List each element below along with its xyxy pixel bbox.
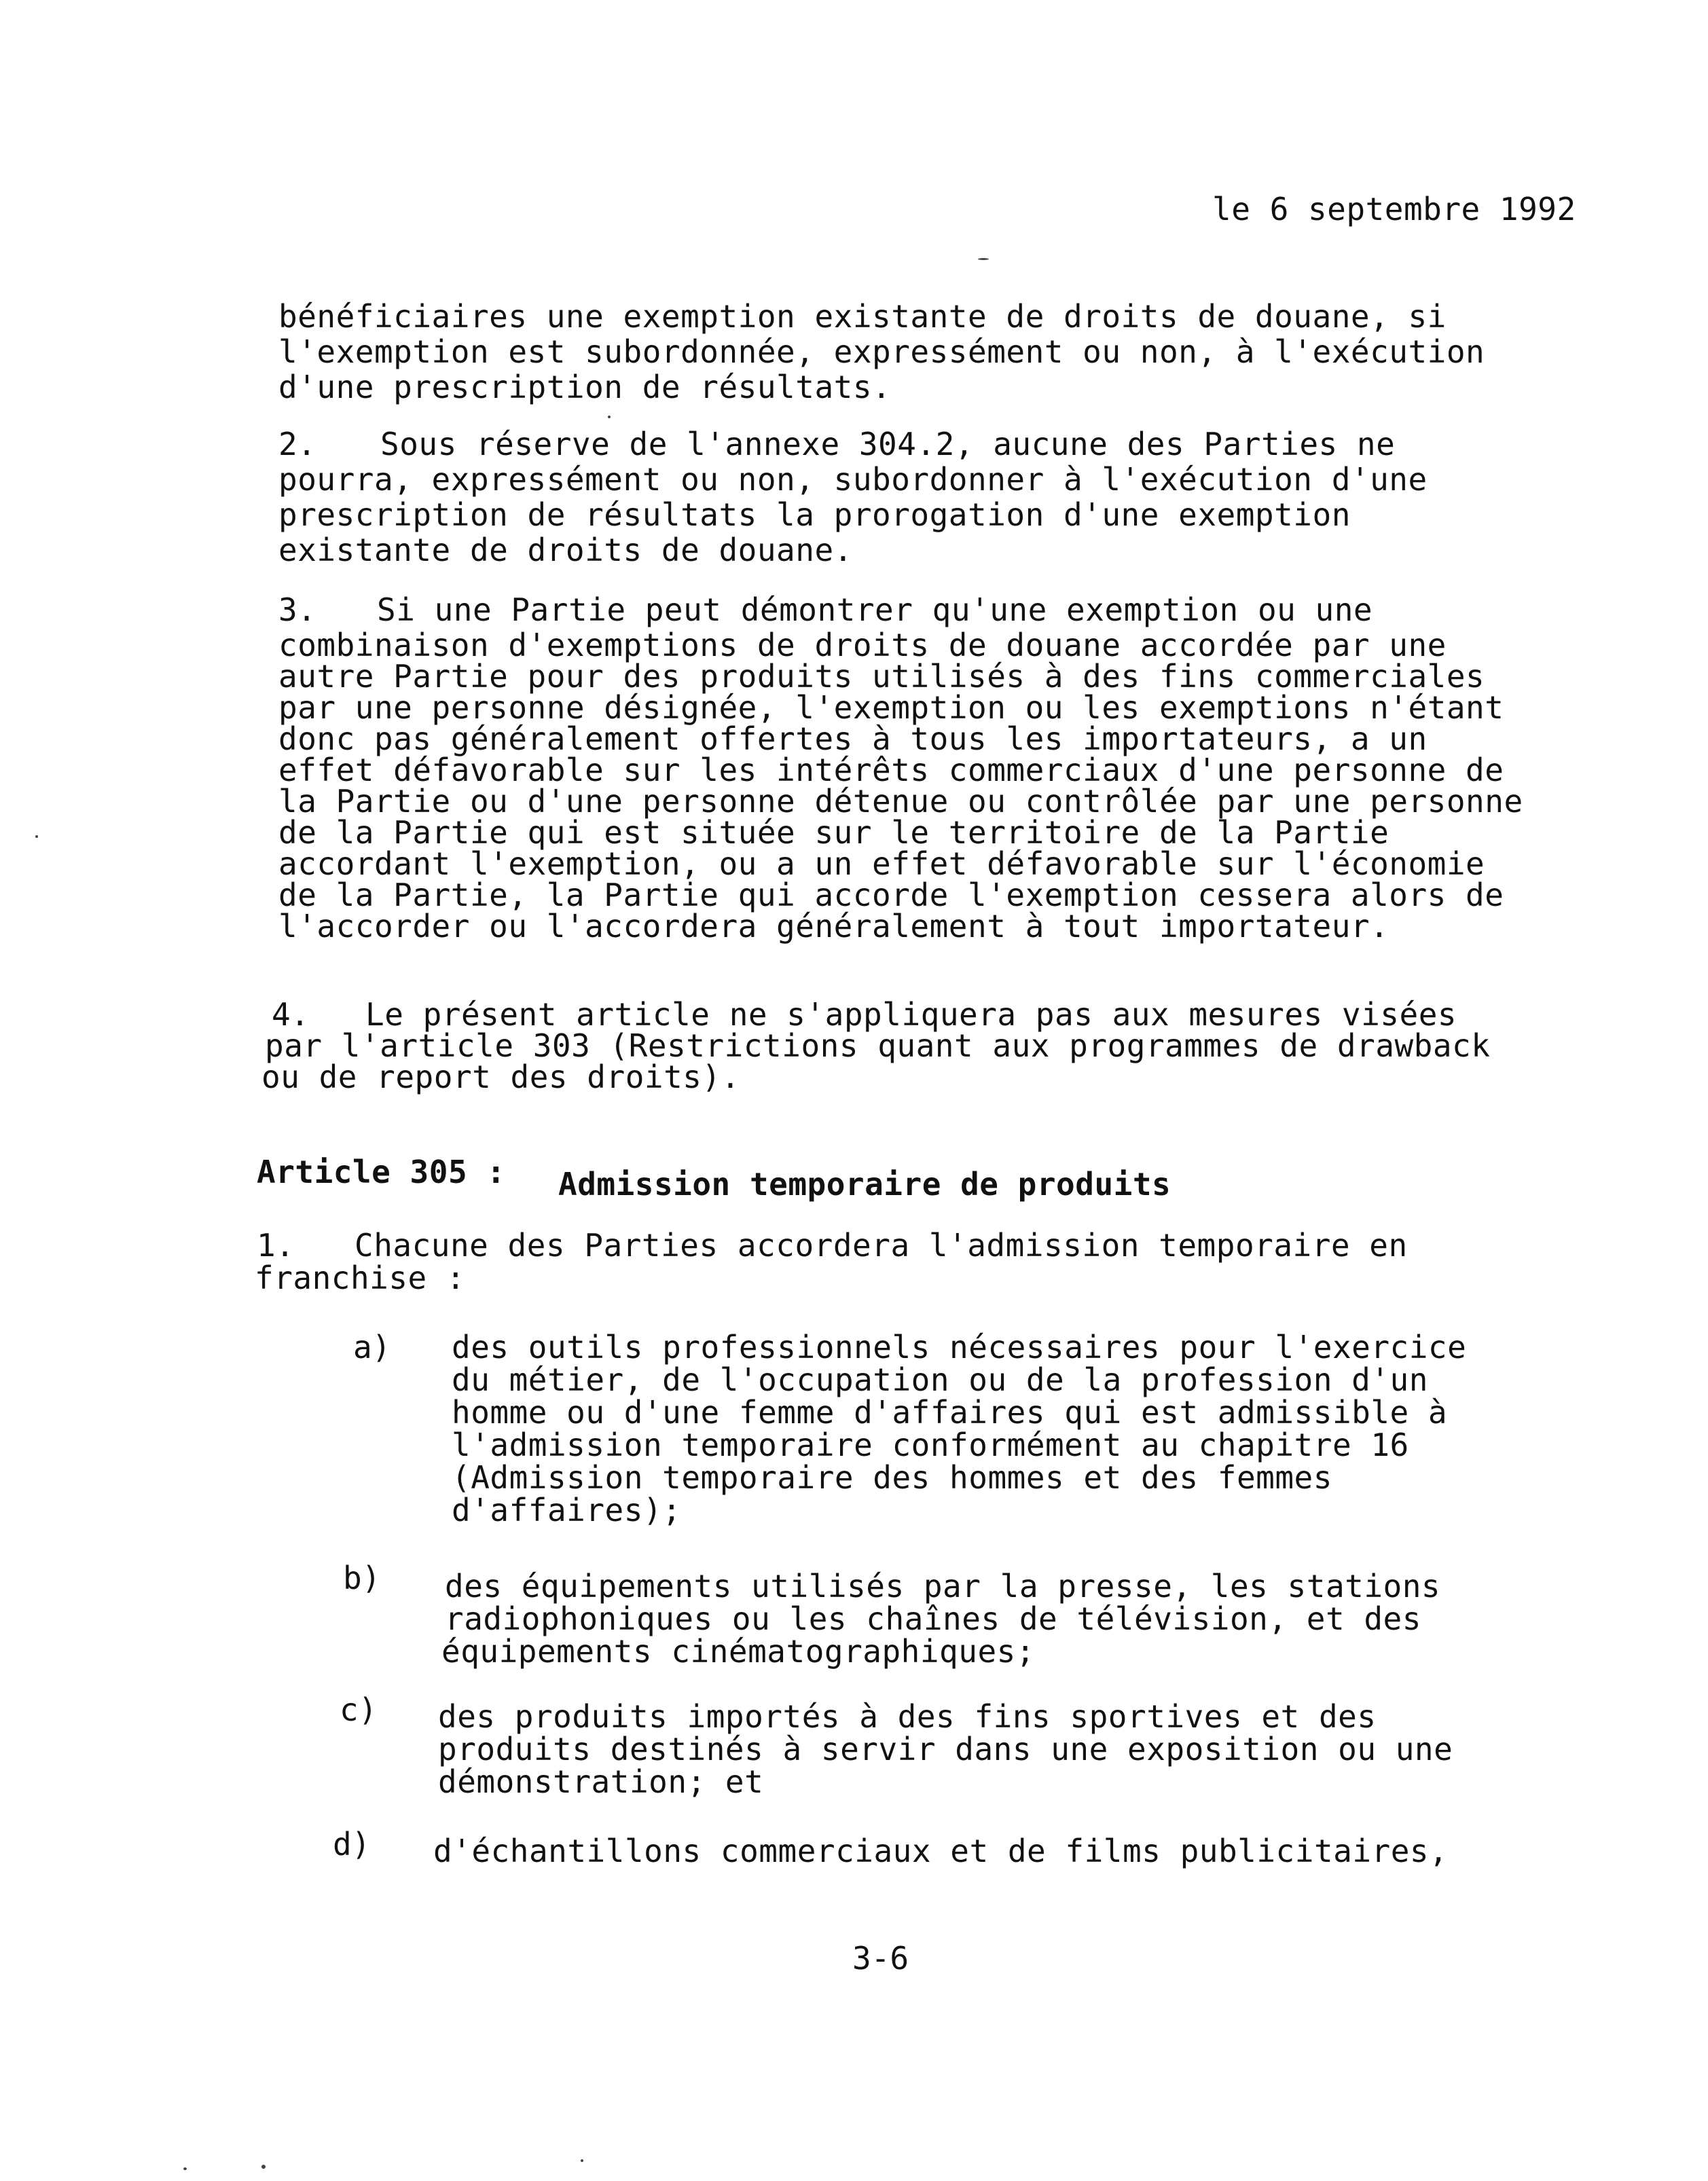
paragraph-line: prescription de résultats la prorogation d'une exemption	[278, 496, 1351, 533]
list-item-line: équipements cinématographiques;	[441, 1633, 1036, 1670]
paragraph-line: l'accorder ou l'accordera généralement à tout importateur.	[278, 908, 1389, 945]
paragraph-line: autre Partie pour des produits utilisés à des fins commerciales	[278, 658, 1485, 695]
list-item-line: du métier, de l'occupation ou de la profession d'un	[452, 1361, 1428, 1398]
scan-speck	[978, 258, 989, 260]
list-item-label: c)	[340, 1691, 378, 1728]
list-item-label: d)	[333, 1826, 371, 1863]
list-item-line: (Admission temporaire des hommes et des femmes	[452, 1459, 1332, 1496]
list-item-line: démonstration; et	[438, 1763, 764, 1800]
paragraph-line: effet défavorable sur les intérêts commerciaux d'une personne de	[278, 752, 1504, 788]
list-item-line: homme ou d'une femme d'affaires qui est admissible à	[452, 1394, 1448, 1431]
paragraph-line: accordant l'exemption, ou a un effet défavorable sur l'économie	[278, 845, 1485, 882]
paragraph-line: combinaison d'exemptions de droits de douane accordée par une	[278, 627, 1447, 663]
list-item-line: des produits importés à des fins sportives et des	[438, 1698, 1377, 1735]
paragraph-line: de la Partie, la Partie qui accorde l'exemption cessera alors de	[278, 877, 1504, 913]
scan-speck	[183, 2167, 187, 2170]
page-number: 3-6	[852, 1940, 909, 1977]
paragraph-first-line: Chacune des Parties accordera l'admission temporaire en	[355, 1227, 1408, 1264]
list-item-label: b)	[343, 1560, 381, 1596]
list-item-line: l'admission temporaire conformément au chapitre 16	[452, 1427, 1409, 1463]
paragraph-number: 4.	[272, 996, 310, 1033]
paragraph-line: par une personne désignée, l'exemption ou les exemptions n'étant	[278, 689, 1504, 726]
paragraph-line: pourra, expressément ou non, subordonner à l'exécution d'une	[278, 461, 1428, 498]
article-title: Admission temporaire de produits	[558, 1166, 1171, 1203]
scan-speck	[261, 2165, 266, 2169]
scan-speck	[608, 416, 611, 418]
list-item-line: produits destinés à servir dans une exposition ou une	[438, 1731, 1453, 1767]
paragraph-first-line: Sous réserve de l'annexe 304.2, aucune des Parties ne	[380, 426, 1396, 462]
continuation-line: d'une prescription de résultats.	[278, 369, 892, 405]
document-date: le 6 septembre 1992	[1212, 191, 1576, 227]
paragraph-line: ou de report des droits).	[261, 1059, 740, 1095]
continuation-line: bénéficiaires une exemption existante de droits de douane, si	[278, 298, 1447, 335]
continuation-line: l'exemption est subordonnée, expressément ou non, à l'exécution	[278, 333, 1485, 370]
list-item-line: d'échantillons commerciaux et de films publicitaires,	[433, 1833, 1449, 1869]
paragraph-number: 3.	[278, 591, 316, 628]
scan-speck	[581, 2159, 583, 2162]
paragraph-line: la Partie ou d'une personne détenue ou contrôlée par une personne	[278, 783, 1523, 820]
paragraph-line: donc pas généralement offertes à tous les importateurs, a un	[278, 720, 1428, 757]
list-item-line: d'affaires);	[452, 1492, 682, 1528]
list-item-line: radiophoniques ou les chaînes de télévision, et des	[445, 1600, 1421, 1637]
list-item-label: a)	[353, 1329, 391, 1366]
paragraph-number: 2.	[278, 426, 316, 462]
paragraph-number: 1.	[257, 1227, 295, 1264]
paragraph-line: par l'article 303 (Restrictions quant aux programmes de drawback	[265, 1027, 1491, 1064]
paragraph-line: franchise :	[255, 1260, 466, 1296]
paragraph-line: de la Partie qui est située sur le territoire de la Partie	[278, 814, 1389, 851]
paragraph-first-line: Le présent article ne s'appliquera pas aux mesures visées	[365, 996, 1457, 1033]
article-label: Article 305 :	[257, 1154, 506, 1190]
scan-speck	[35, 835, 38, 838]
paragraph-first-line: Si une Partie peut démontrer qu'une exemption ou une	[377, 591, 1373, 628]
paragraph-line: existante de droits de douane.	[278, 532, 853, 568]
list-item-line: des équipements utilisés par la presse, les stations	[445, 1568, 1441, 1605]
list-item-line: des outils professionnels nécessaires pour l'exercice	[452, 1329, 1467, 1366]
